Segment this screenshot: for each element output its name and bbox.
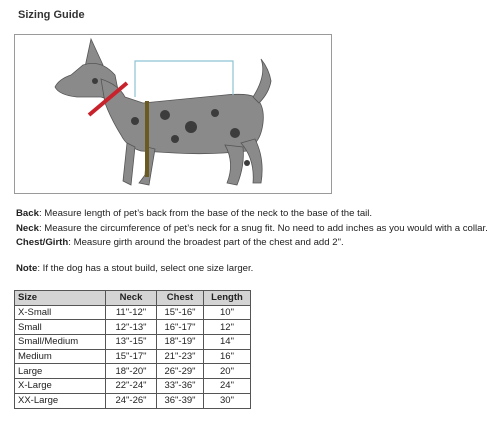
chest-instruction <box>16 236 500 251</box>
header-size: Size <box>15 291 106 306</box>
measurement-instructions <box>16 207 500 251</box>
cell-neck: 22"-24" <box>106 379 157 394</box>
cell-neck: 13"-15" <box>106 335 157 350</box>
cell-length: 10" <box>204 305 251 320</box>
cell-neck: 18"-20" <box>106 364 157 379</box>
note <box>16 263 253 274</box>
cell-size: Small/Medium <box>15 335 106 350</box>
neck-instruction <box>16 222 500 237</box>
size-table <box>14 290 251 409</box>
cell-size: XX-Large <box>15 393 106 408</box>
table-row <box>15 349 251 364</box>
chest-term: Chest/Girth <box>16 237 69 248</box>
header-chest: Chest <box>157 291 204 306</box>
table-row <box>15 305 251 320</box>
cell-chest: 18"-19" <box>157 335 204 350</box>
cell-length: 24" <box>204 379 251 394</box>
cell-chest: 15"-16" <box>157 305 204 320</box>
table-row <box>15 335 251 350</box>
cell-chest: 16"-17" <box>157 320 204 335</box>
cell-neck: 24"-26" <box>106 393 157 408</box>
cell-size: Small <box>15 320 106 335</box>
page-title: Sizing Guide <box>18 9 85 21</box>
cell-chest: 33"-36" <box>157 379 204 394</box>
table-row <box>15 320 251 335</box>
cell-neck: 12"-13" <box>106 320 157 335</box>
cell-length: 14" <box>204 335 251 350</box>
cell-length: 12" <box>204 320 251 335</box>
cell-neck: 11"-12" <box>106 305 157 320</box>
dog-measurement-illustration <box>14 34 332 194</box>
back-term: Back <box>16 208 39 219</box>
cell-length: 20" <box>204 364 251 379</box>
header-length: Length <box>204 291 251 306</box>
cell-neck: 15"-17" <box>106 349 157 364</box>
note-text: : If the dog has a stout build, select one size larger. <box>37 263 254 274</box>
cell-size: Medium <box>15 349 106 364</box>
back-measurement-line <box>135 61 233 97</box>
table-row <box>15 379 251 394</box>
cell-chest: 36"-39" <box>157 393 204 408</box>
cell-length: 30" <box>204 393 251 408</box>
cell-length: 16" <box>204 349 251 364</box>
table-row <box>15 364 251 379</box>
cell-size: Large <box>15 364 106 379</box>
cell-size: X-Small <box>15 305 106 320</box>
note-label: Note <box>16 263 38 274</box>
table-row <box>15 393 251 408</box>
header-neck: Neck <box>106 291 157 306</box>
back-text: : Measure length of pet’s back from the base of the neck to the base of the tail. <box>38 208 373 219</box>
neck-term: Neck <box>16 222 39 234</box>
cell-chest: 26"-29" <box>157 364 204 379</box>
back-instruction <box>16 207 500 222</box>
neck-text: : Measure the circumference of pet’s neck for a snug fit. No need to add inches as you would with a collar. <box>38 222 488 234</box>
chest-text: : Measure girth around the broadest part of the chest and add 2". <box>68 237 344 248</box>
cell-chest: 21"-23" <box>157 349 204 364</box>
table-header-row <box>15 291 251 306</box>
cell-size: X-Large <box>15 379 106 394</box>
